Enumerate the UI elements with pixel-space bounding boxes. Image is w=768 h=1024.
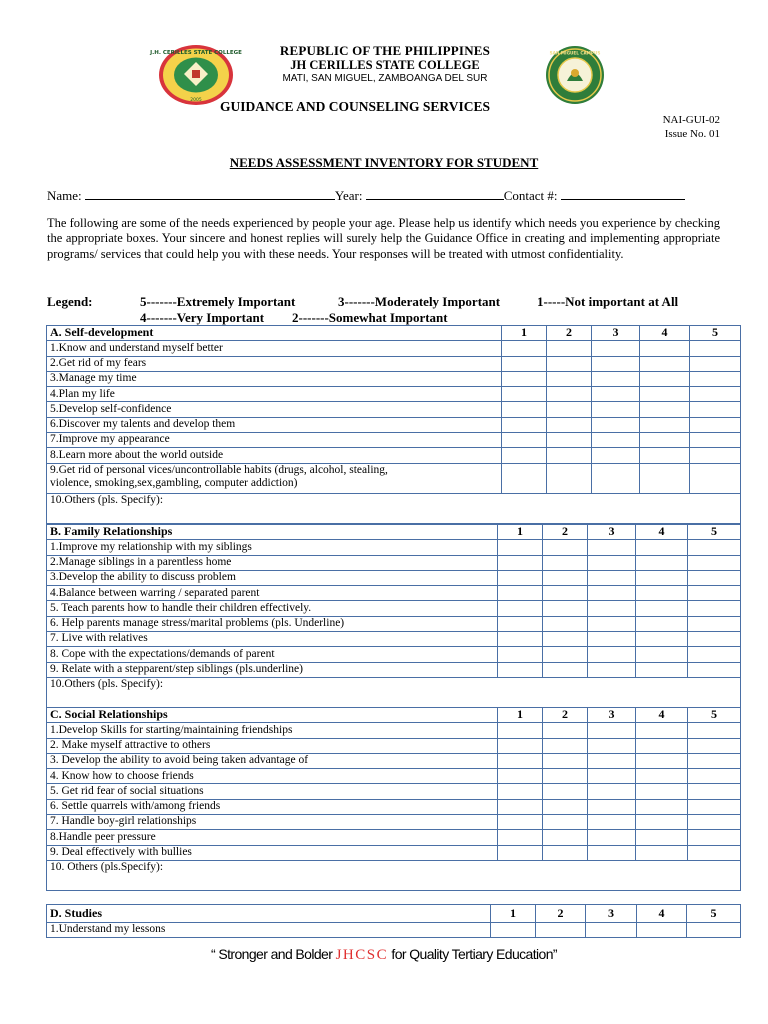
name-label: Name: [47, 188, 82, 203]
rating-cell[interactable] [592, 448, 640, 463]
scale-5: 5 [688, 525, 741, 540]
rating-cell[interactable] [502, 356, 547, 371]
rating-cell[interactable] [640, 356, 690, 371]
rating-cell[interactable] [688, 815, 741, 830]
rating-cell[interactable] [640, 402, 690, 417]
rating-cell[interactable] [498, 570, 543, 585]
rating-cell[interactable] [588, 799, 636, 814]
rating-cell[interactable] [543, 753, 588, 768]
rating-cell[interactable] [636, 555, 688, 570]
scale-2: 2 [536, 905, 586, 923]
section-header [47, 905, 741, 923]
section-header [47, 708, 741, 723]
need-item: 4.Plan my life [47, 387, 502, 402]
rating-cell[interactable] [543, 601, 588, 616]
rating-cell[interactable] [690, 402, 741, 417]
rating-cell[interactable] [690, 417, 741, 432]
scale-1: 1 [498, 525, 543, 540]
need-item: 6. Settle quarrels with/among friends [47, 799, 498, 814]
rating-cell[interactable] [498, 815, 543, 830]
legend-label: Legend: [47, 294, 93, 309]
need-item: 4.Balance between warring / separated parent [47, 586, 498, 601]
section-title: D. Studies [47, 905, 491, 923]
rating-cell[interactable] [502, 387, 547, 402]
footer-brand: JHCSC [335, 947, 389, 963]
rating-cell[interactable] [592, 371, 640, 386]
rating-cell[interactable] [588, 815, 636, 830]
year-label: Year: [334, 188, 363, 203]
rating-cell[interactable] [547, 356, 592, 371]
rating-cell[interactable] [543, 738, 588, 753]
need-item: 2.Manage siblings in a parentless home [47, 555, 498, 570]
rating-cell[interactable] [547, 417, 592, 432]
rating-cell[interactable] [588, 586, 636, 601]
rating-cell[interactable] [636, 570, 688, 585]
need-item: 8.Handle peer pressure [47, 830, 498, 845]
table-row [47, 433, 741, 448]
others-specify[interactable]: 10.Others (pls. Specify): [47, 493, 741, 523]
rating-cell[interactable] [688, 555, 741, 570]
header-address: MATI, SAN MIGUEL, ZAMBOANGA DEL SUR [282, 73, 488, 84]
rating-cell[interactable] [498, 601, 543, 616]
need-item: 2.Get rid of my fears [47, 356, 502, 371]
table-row [47, 616, 741, 631]
section-title: C. Social Relationships [47, 708, 498, 723]
table-row [47, 662, 741, 677]
rating-cell[interactable] [586, 923, 637, 938]
rating-cell[interactable] [640, 387, 690, 402]
rating-cell[interactable] [636, 723, 688, 738]
rating-cell[interactable] [636, 845, 688, 860]
table-row [47, 371, 741, 386]
rating-cell[interactable] [588, 555, 636, 570]
others-row [47, 493, 741, 523]
section-a-table [46, 325, 741, 524]
need-item: 5. Teach parents how to handle their children effectively. [47, 601, 498, 616]
rating-cell[interactable] [690, 341, 741, 356]
rating-cell[interactable] [588, 540, 636, 555]
rating-cell[interactable] [588, 616, 636, 631]
scale-4: 4 [640, 326, 690, 341]
rating-cell[interactable] [498, 632, 543, 647]
rating-cell[interactable] [636, 830, 688, 845]
need-item-line: violence, smoking,sex,gambling, computer addiction) [50, 477, 298, 490]
others-row [47, 677, 741, 707]
rating-cell[interactable] [498, 830, 543, 845]
rating-cell[interactable] [588, 601, 636, 616]
rating-cell[interactable] [588, 845, 636, 860]
section-b-table [46, 524, 741, 708]
rating-cell[interactable] [592, 433, 640, 448]
scale-3: 3 [592, 326, 640, 341]
rating-cell[interactable] [498, 616, 543, 631]
rating-cell[interactable] [498, 540, 543, 555]
need-item: 7.Improve my appearance [47, 433, 502, 448]
rating-cell[interactable] [690, 448, 741, 463]
table-row [47, 632, 741, 647]
rating-cell[interactable] [502, 402, 547, 417]
rating-cell[interactable] [502, 371, 547, 386]
rating-cell[interactable] [592, 463, 640, 493]
need-item [47, 463, 502, 493]
need-item: 5. Get rid fear of social situations [47, 784, 498, 799]
rating-cell[interactable] [498, 662, 543, 677]
rating-cell[interactable] [536, 923, 586, 938]
scale-3: 3 [588, 525, 636, 540]
need-item: 8. Cope with the expectations/demands of parent [47, 647, 498, 662]
need-item: 1.Know and understand myself better [47, 341, 502, 356]
scale-1: 1 [502, 326, 547, 341]
scale-5: 5 [688, 708, 741, 723]
table-row [47, 601, 741, 616]
rating-cell[interactable] [498, 769, 543, 784]
need-item: 7. Handle boy-girl relationships [47, 815, 498, 830]
table-row [47, 799, 741, 814]
rating-cell[interactable] [502, 463, 547, 493]
rating-cell[interactable] [690, 356, 741, 371]
need-item-line: 9.Get rid of personal vices/uncontrollable habits (drugs, alcohol, stealing, [50, 463, 388, 476]
rating-cell[interactable] [498, 845, 543, 860]
rating-cell[interactable] [491, 923, 536, 938]
need-item: 6.Discover my talents and develop them [47, 417, 502, 432]
rating-cell[interactable] [498, 738, 543, 753]
rating-cell[interactable] [547, 387, 592, 402]
need-item: 6. Help parents manage stress/marital problems (pls. Underline) [47, 616, 498, 631]
table-row [47, 769, 741, 784]
scale-3: 3 [586, 905, 637, 923]
need-item: 2. Make myself attractive to others [47, 738, 498, 753]
rating-cell[interactable] [592, 356, 640, 371]
rating-cell[interactable] [547, 402, 592, 417]
scale-5: 5 [687, 905, 741, 923]
others-specify[interactable]: 10.Others (pls. Specify): [47, 677, 741, 707]
rating-cell[interactable] [502, 341, 547, 356]
rating-cell[interactable] [637, 923, 687, 938]
document-code: NAI-GUI-02 [662, 114, 720, 126]
legend-5: 5-------Extremely Important [140, 294, 296, 309]
rating-cell[interactable] [640, 417, 690, 432]
rating-cell[interactable] [592, 417, 640, 432]
rating-cell[interactable] [588, 632, 636, 647]
legend-4: 4-------Very Important [140, 310, 265, 325]
rating-cell[interactable] [688, 586, 741, 601]
contact-field[interactable] [561, 187, 685, 200]
rating-cell[interactable] [543, 662, 588, 677]
table-row [47, 738, 741, 753]
rating-cell[interactable] [588, 570, 636, 585]
rating-cell[interactable] [543, 769, 588, 784]
rating-cell[interactable] [690, 371, 741, 386]
header-office: GUIDANCE AND COUNSELING SERVICES [220, 99, 490, 114]
rating-cell[interactable] [588, 769, 636, 784]
footer-pre: “ Stronger and Bolder [211, 946, 336, 962]
others-specify[interactable]: 10. Others (pls.Specify): [47, 860, 741, 890]
rating-cell[interactable] [688, 647, 741, 662]
need-item: 9. Relate with a stepparent/step siblings (pls.underline) [47, 662, 498, 677]
need-item: 8.Learn more about the world outside [47, 448, 502, 463]
legend-3: 3-------Moderately Important [338, 294, 501, 309]
rating-cell[interactable] [636, 647, 688, 662]
rating-cell[interactable] [543, 632, 588, 647]
rating-cell[interactable] [688, 632, 741, 647]
rating-cell[interactable] [588, 647, 636, 662]
rating-cell[interactable] [502, 433, 547, 448]
rating-cell[interactable] [690, 433, 741, 448]
scale-2: 2 [543, 525, 588, 540]
rating-cell[interactable] [640, 433, 690, 448]
rating-cell[interactable] [636, 632, 688, 647]
table-row [47, 753, 741, 768]
rating-cell[interactable] [687, 923, 741, 938]
table-row [47, 540, 741, 555]
rating-cell[interactable] [688, 738, 741, 753]
need-item: 1.Develop Skills for starting/maintaining friendships [47, 723, 498, 738]
table-row [47, 723, 741, 738]
section-d-table [46, 904, 741, 938]
section-title: A. Self-development [47, 326, 502, 341]
table-row [47, 815, 741, 830]
rating-cell[interactable] [588, 738, 636, 753]
table-row [47, 463, 741, 493]
table-row [47, 387, 741, 402]
legend-1: 1-----Not important at All [537, 294, 679, 309]
table-row [47, 356, 741, 371]
rating-cell[interactable] [636, 662, 688, 677]
rating-cell[interactable] [688, 799, 741, 814]
rating-cell[interactable] [498, 723, 543, 738]
header-republic: REPUBLIC OF THE PHILIPPINES [279, 43, 491, 58]
rating-cell[interactable] [588, 723, 636, 738]
rating-cell[interactable] [543, 647, 588, 662]
rating-cell[interactable] [690, 387, 741, 402]
svg-text:J.H. CERILLES STATE COLLEGE: J.H. CERILLES STATE COLLEGE [150, 50, 242, 56]
table-row [47, 555, 741, 570]
scale-1: 1 [498, 708, 543, 723]
rating-cell[interactable] [640, 463, 690, 493]
rating-cell[interactable] [543, 616, 588, 631]
section-header [47, 326, 741, 341]
rating-cell[interactable] [636, 601, 688, 616]
rating-cell[interactable] [688, 540, 741, 555]
rating-cell[interactable] [588, 784, 636, 799]
rating-cell[interactable] [688, 662, 741, 677]
need-item: 7. Live with relatives [47, 632, 498, 647]
table-row [47, 570, 741, 585]
rating-cell[interactable] [640, 371, 690, 386]
table-row [47, 448, 741, 463]
rating-cell[interactable] [688, 769, 741, 784]
rating-cell[interactable] [547, 433, 592, 448]
rating-cell[interactable] [543, 555, 588, 570]
rating-cell[interactable] [498, 586, 543, 601]
rating-cell[interactable] [636, 769, 688, 784]
rating-cell[interactable] [502, 448, 547, 463]
rating-cell[interactable] [688, 601, 741, 616]
svg-text:SAN MIGUEL CAMPUS: SAN MIGUEL CAMPUS [549, 50, 601, 56]
rating-cell[interactable] [547, 341, 592, 356]
intro-paragraph: The following are some of the needs experienced by people your age. Please help us identify which needs you experience by checking the appropriate boxes. Your sincere and honest replies will surely help the Guidance Office in creating and implementing appropriate programs/ services that could help you with these needs. Your responses will be treated with utmost confidentiality. [47, 216, 720, 261]
scale-1: 1 [491, 905, 536, 923]
rating-cell[interactable] [588, 753, 636, 768]
rating-cell[interactable] [688, 845, 741, 860]
rating-cell[interactable] [636, 815, 688, 830]
table-row [47, 417, 741, 432]
year-field[interactable] [366, 187, 504, 200]
rating-cell[interactable] [498, 753, 543, 768]
form-title: NEEDS ASSESSMENT INVENTORY FOR STUDENT [229, 155, 539, 170]
legend-2: 2-------Somewhat Important [292, 310, 448, 325]
rating-cell[interactable] [640, 341, 690, 356]
rating-cell[interactable] [588, 830, 636, 845]
svg-text:2005: 2005 [190, 98, 202, 103]
rating-cell[interactable] [688, 830, 741, 845]
rating-cell[interactable] [636, 799, 688, 814]
section-c-table [46, 707, 741, 891]
rating-cell[interactable] [498, 555, 543, 570]
table-row [47, 845, 741, 860]
need-item: 3.Develop the ability to discuss problem [47, 570, 498, 585]
rating-cell[interactable] [543, 799, 588, 814]
issue-number: Issue No. 01 [664, 128, 720, 140]
footer-tagline [0, 946, 768, 964]
need-item: 1.Understand my lessons [47, 923, 491, 938]
student-info-line [47, 187, 685, 204]
rating-cell[interactable] [543, 845, 588, 860]
need-item: 1.Improve my relationship with my siblings [47, 540, 498, 555]
name-field[interactable] [85, 187, 335, 200]
rating-cell[interactable] [543, 723, 588, 738]
rating-cell[interactable] [592, 341, 640, 356]
table-row [47, 586, 741, 601]
scale-2: 2 [547, 326, 592, 341]
scale-4: 4 [637, 905, 687, 923]
scale-3: 3 [588, 708, 636, 723]
section-title: B. Family Relationships [47, 525, 498, 540]
rating-cell[interactable] [547, 371, 592, 386]
rating-cell[interactable] [636, 738, 688, 753]
rating-cell[interactable] [498, 647, 543, 662]
rating-cell[interactable] [547, 463, 592, 493]
rating-cell[interactable] [636, 540, 688, 555]
rating-cell[interactable] [688, 570, 741, 585]
table-row [47, 830, 741, 845]
table-row [47, 923, 741, 938]
need-item: 5.Develop self-confidence [47, 402, 502, 417]
rating-cell[interactable] [547, 448, 592, 463]
scale-4: 4 [636, 708, 688, 723]
rating-cell[interactable] [502, 417, 547, 432]
rating-cell[interactable] [543, 586, 588, 601]
rating-cell[interactable] [543, 570, 588, 585]
need-item: 3. Develop the ability to avoid being taken advantage of [47, 753, 498, 768]
rating-cell[interactable] [592, 402, 640, 417]
contact-label: Contact #: [503, 188, 558, 203]
rating-cell[interactable] [688, 784, 741, 799]
need-item: 4. Know how to choose friends [47, 769, 498, 784]
section-header [47, 525, 741, 540]
rating-cell[interactable] [636, 753, 688, 768]
rating-cell[interactable] [688, 616, 741, 631]
header-college: JH CERILLES STATE COLLEGE [290, 58, 480, 72]
scale-5: 5 [690, 326, 741, 341]
rating-cell[interactable] [688, 753, 741, 768]
scale-2: 2 [543, 708, 588, 723]
table-row [47, 341, 741, 356]
rating-cell[interactable] [543, 830, 588, 845]
others-row [47, 860, 741, 890]
rating-cell[interactable] [498, 784, 543, 799]
rating-cell[interactable] [690, 463, 741, 493]
rating-cell[interactable] [640, 448, 690, 463]
rating-cell[interactable] [543, 784, 588, 799]
rating-cell[interactable] [636, 586, 688, 601]
scale-4: 4 [636, 525, 688, 540]
rating-cell[interactable] [636, 616, 688, 631]
rating-cell[interactable] [688, 723, 741, 738]
rating-cell[interactable] [543, 540, 588, 555]
rating-cell[interactable] [588, 662, 636, 677]
need-item: 3.Manage my time [47, 371, 502, 386]
need-item: 9. Deal effectively with bullies [47, 845, 498, 860]
table-row [47, 784, 741, 799]
rating-cell[interactable] [543, 815, 588, 830]
rating-cell[interactable] [636, 784, 688, 799]
rating-cell[interactable] [498, 799, 543, 814]
footer-post: for Quality Tertiary Education” [388, 946, 557, 962]
table-row [47, 647, 741, 662]
table-row [47, 402, 741, 417]
rating-cell[interactable] [592, 387, 640, 402]
